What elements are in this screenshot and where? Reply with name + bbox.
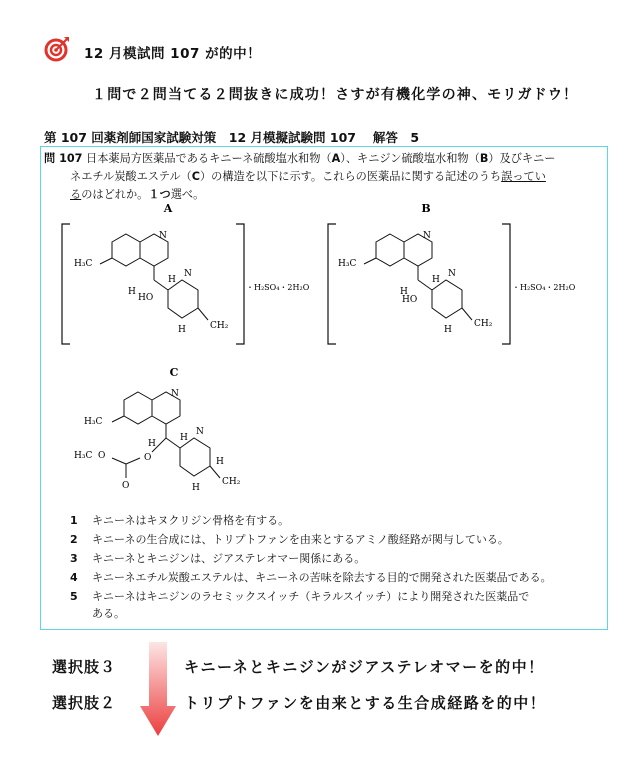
atom-h: H	[168, 275, 176, 285]
underlined-text: 誤ってい	[501, 170, 546, 183]
vinyl-label: CH₂	[222, 477, 241, 487]
question-text-part: ネエチル炭酸エステル（	[70, 170, 192, 183]
option-number: 2	[70, 533, 78, 546]
option-text: キニーネエチル炭酸エステルは、キニーネの苦味を除去する目的で開発された医薬品である。	[92, 571, 552, 584]
option-2	[70, 531, 509, 547]
structure-label-a: A	[163, 202, 173, 215]
atom-h: H	[192, 483, 200, 493]
label-a-inline: A	[331, 152, 341, 165]
salt-label: ・H₂SO₄・2H₂O	[512, 283, 576, 292]
option-5-cont	[70, 605, 125, 621]
target-icon	[44, 36, 70, 62]
atom-h: H	[128, 287, 136, 297]
methyl-label: H₃C	[338, 259, 357, 269]
atom-h: H	[180, 433, 188, 443]
option-5	[70, 588, 529, 604]
structure-label-c: C	[169, 366, 179, 379]
question-text-part: ）の構造を以下に示す。これらの医薬品に関する記述のうち	[199, 170, 502, 183]
question-text-part: ）、キニジン硫酸塩水和物（	[340, 152, 480, 165]
atom-h: H	[216, 457, 224, 467]
atom-h: H	[178, 325, 186, 335]
option-text: キニーネとキニジンは、ジアステレオマー関係にある。	[92, 552, 366, 565]
question-text-part: 選べ。	[170, 188, 205, 201]
vinyl-label: CH₂	[474, 319, 493, 329]
option-4	[70, 569, 552, 585]
hydroxyl-label: HO	[402, 295, 418, 305]
option-number: 5	[70, 590, 78, 603]
atom-n: N	[159, 231, 167, 241]
ethyl-label: H₃C	[74, 451, 93, 461]
answer-label-2: 選択肢２	[52, 694, 117, 712]
option-text: キニーネはキヌクリジン骨格を有する。	[92, 514, 290, 527]
atom-o: O	[98, 451, 106, 461]
atom-h: H	[432, 275, 440, 285]
header-line-2: １問で２問当てる２問抜きに成功！さすが有機化学の神、モリガドウ！	[92, 87, 579, 103]
exam-title: 第 107 回薬剤師国家試験対策 12 月模擬試験問 107 解答 5	[44, 130, 420, 145]
answer-text-1: キニーネとキニジンがジアステレオマーを的中！	[184, 658, 545, 676]
option-text: ある。	[92, 607, 125, 620]
atom-n: N	[448, 269, 456, 279]
vinyl-label: CH₂	[210, 321, 229, 331]
underlined-text: る	[70, 188, 82, 201]
question-text-part: 日本薬局方医薬品であるキニーネ硫酸塩水和物（	[86, 152, 332, 165]
label-c-inline: C	[191, 170, 200, 183]
structure-label-b: B	[421, 202, 431, 215]
header-line-1: 12 月模試問 107 が的中！	[84, 46, 262, 62]
atom-o: O	[122, 481, 130, 491]
answer-text-2: トリプトファンを由来とする生合成経路を的中！	[184, 694, 547, 712]
option-text: キニーネはキニジンのラセミックスイッチ（キラルスイッチ）により開発された医薬品で	[92, 590, 530, 603]
atom-n: N	[171, 389, 179, 399]
question-number: 問 107	[44, 152, 83, 165]
structure-a	[62, 202, 310, 344]
atom-n: N	[196, 427, 204, 437]
atom-n: N	[423, 231, 431, 241]
atom-h: H	[444, 325, 452, 335]
atom-n: N	[184, 269, 192, 279]
salt-label: ・H₂SO₄・2H₂O	[246, 283, 310, 292]
atom-h: H	[148, 439, 156, 449]
structure-c	[74, 366, 241, 493]
option-text: キニーネの生合成には、トリプトファンを由来とするアミノ酸経路が関与している。	[92, 533, 509, 546]
structure-b	[328, 202, 576, 344]
option-3	[70, 550, 365, 566]
atom-h: H	[400, 287, 408, 297]
answer-label-1: 選択肢３	[52, 658, 117, 676]
select-count: １つ	[148, 188, 171, 201]
question-text-part: のはどれか。	[81, 188, 149, 201]
methyl-label: H₃C	[84, 417, 103, 427]
question-text-part: ）及びキニー	[488, 152, 556, 165]
down-arrow-icon	[138, 640, 178, 740]
label-b-inline: B	[479, 152, 489, 165]
methyl-label: H₃C	[74, 259, 93, 269]
option-1	[70, 512, 289, 528]
option-number: 1	[70, 514, 78, 527]
chemical-structures	[40, 196, 608, 496]
option-number: 4	[70, 571, 78, 584]
hydroxyl-label: HO	[138, 293, 154, 303]
option-number: 3	[70, 552, 78, 565]
atom-o: O	[144, 453, 152, 463]
